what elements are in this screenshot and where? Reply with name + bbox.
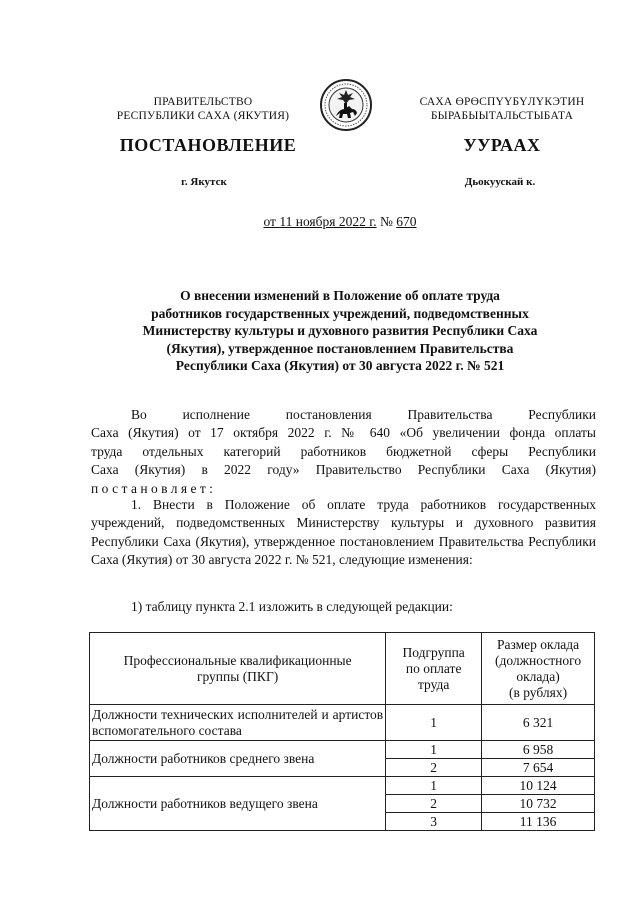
decree-word: постановляет:	[91, 480, 217, 496]
issuer-sah-line2: БЫРАБЫЫТАЛЬСТЫБАТА	[430, 110, 574, 122]
coat-of-arms-emblem	[319, 78, 373, 132]
document-date: 11 ноября 2022 г.	[279, 214, 377, 229]
table-row	[90, 777, 595, 795]
city-sah: Дьокуускай к.	[464, 176, 536, 188]
header-pkg: Профессиональные квалификационные группы (ПКГ)	[90, 633, 386, 705]
issuer-sah-line1: САХА ӨРӨСПҮҮБҮЛҮКЭТИН	[419, 96, 585, 108]
doc-type-ru: ПОСТАНОВЛЕНИЕ	[119, 135, 297, 155]
subject-line: Республики Саха (Якутия) от 30 августа 2022 г. № 521	[175, 358, 505, 373]
doc-type-sah: УУРААХ	[463, 135, 541, 155]
group-name: Должности работников среднего звена	[90, 741, 386, 777]
city-ru: г. Якутск	[181, 176, 227, 188]
salary-table	[89, 632, 595, 831]
preamble-paragraph	[91, 406, 596, 498]
header-salary-line: (должностного	[494, 652, 582, 668]
subgroup-cell: 1	[386, 705, 482, 741]
salary-cell: 11 136	[482, 813, 595, 831]
item-number: 1.	[131, 497, 142, 512]
subgroup-cell: 2	[386, 759, 482, 777]
issuer-sah	[392, 95, 612, 123]
preamble-line: Саха (Якутия) от 17 октября 2022 г. № 640 «Об увеличении фонда оплаты	[91, 425, 596, 441]
number-sign: №	[380, 214, 393, 229]
header-salary-line: оклада)	[516, 668, 560, 684]
salary-cell: 7 654	[482, 759, 595, 777]
document-number: 670	[396, 214, 417, 229]
document-subject	[110, 287, 570, 375]
subgroup-cell: 1	[386, 777, 482, 795]
preamble-line: труда отдельных категорий работников бюджетной сферы Республики	[91, 443, 596, 459]
subgroup-cell: 1	[386, 741, 482, 759]
subject-line: Министерству культуры и духовного развития Республики Саха	[142, 323, 538, 338]
header-salary-line: Размер оклада	[496, 636, 580, 652]
subject-line: О внесении изменений в Положение об оплате труда	[180, 288, 500, 303]
salary-cell: 10 124	[482, 777, 595, 795]
subject-line: работников государственных учреждений, подведомственных	[151, 305, 529, 321]
salary-cell: 10 732	[482, 795, 595, 813]
salary-cell: 6 321	[482, 705, 595, 741]
issuer-ru-line2: РЕСПУБЛИКИ САХА (ЯКУТИЯ)	[116, 110, 290, 122]
subgroup-cell: 2	[386, 795, 482, 813]
item-1-paragraph	[91, 496, 596, 570]
issuer-ru-line1: ПРАВИТЕЛЬСТВО	[153, 96, 253, 108]
salary-cell: 6 958	[482, 741, 595, 759]
group-name: Должности технических исполнителей и артистов вспомогательного состава	[90, 705, 386, 741]
table-row	[90, 705, 595, 741]
header-salary-line: (в рублях)	[508, 684, 568, 700]
subitem-1: 1) таблицу пункта 2.1 изложить в следующей редакции:	[131, 599, 453, 614]
date-number-line	[0, 214, 640, 230]
header-salary	[482, 633, 595, 705]
preamble-line: Во исполнение постановления Правительства Республики	[131, 407, 596, 422]
subgroup-cell: 3	[386, 813, 482, 831]
table-row	[90, 741, 595, 759]
header-subgroup: Подгруппа по оплате труда	[386, 633, 482, 705]
group-name: Должности работников ведущего звена	[90, 777, 386, 831]
issuer-ru	[98, 95, 308, 123]
table-header-row	[90, 633, 595, 705]
item-text: Внести в Положение об оплате труда работников государственных учреждений, подведомственных Министерству культуры и духовного развития Республики Саха (Якутия), утвержденное постановлением Правительства Республики Саха (Якутия) от 30 августа 2022 г. № 521, следующие изменения:	[91, 497, 597, 568]
date-prefix: от	[263, 214, 276, 229]
subject-line: (Якутия), утвержденное постановлением Правительства	[166, 340, 514, 356]
preamble-line: Саха (Якутия) в 2022 году» Правительство Республики Саха (Якутия)	[91, 462, 596, 478]
